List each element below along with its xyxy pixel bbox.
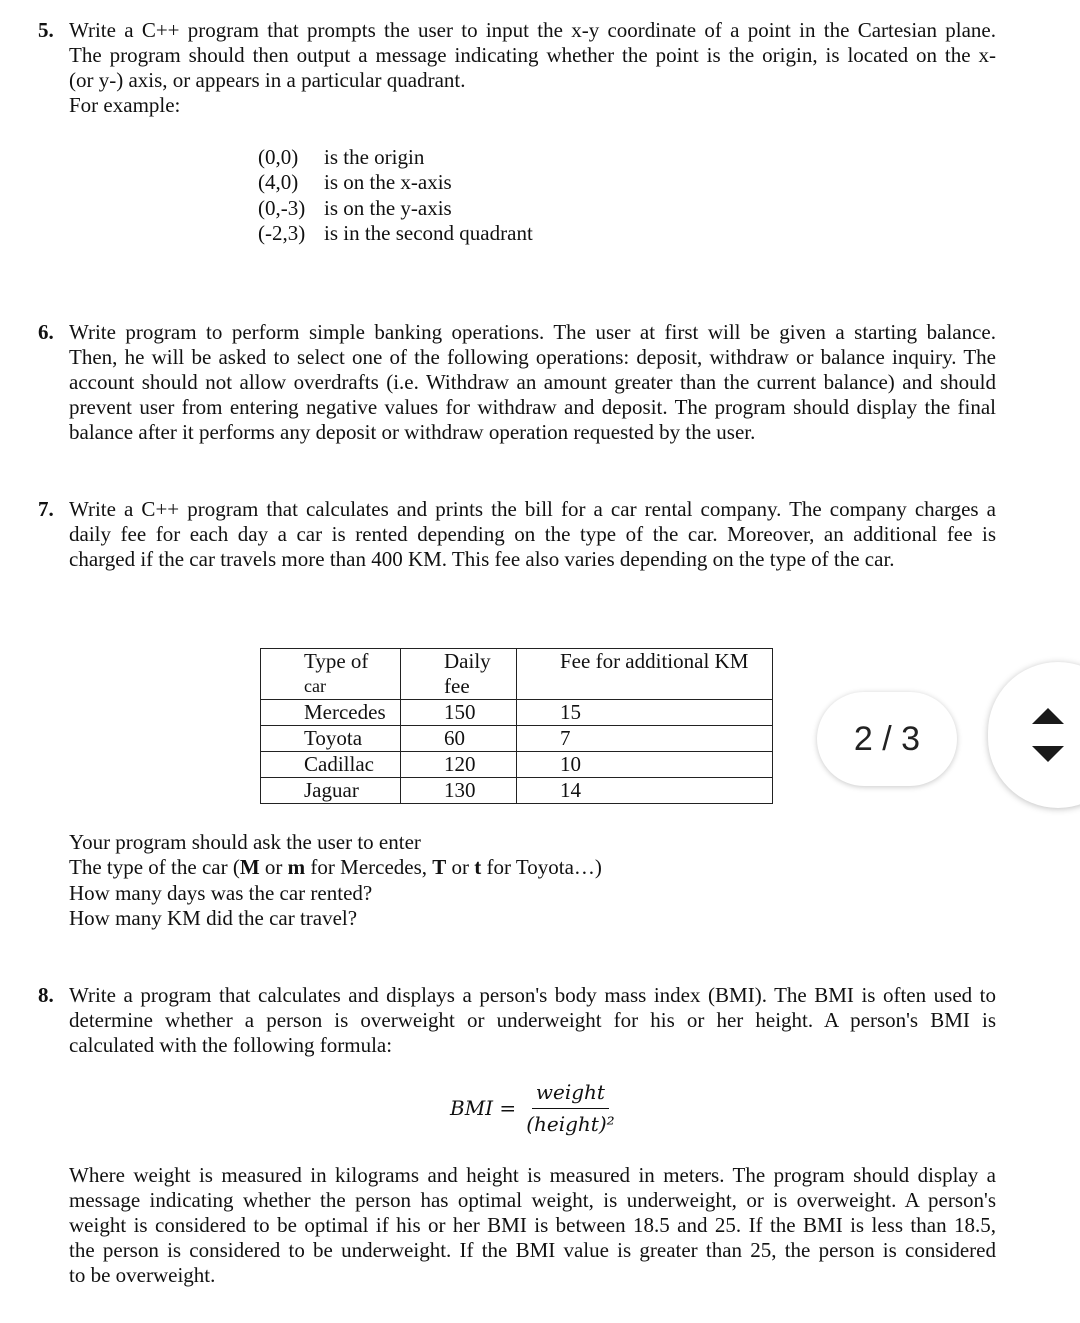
example-row — [258, 196, 533, 221]
table-cell: Cadillac — [261, 752, 401, 778]
text-line: to be overweight. — [69, 1263, 216, 1287]
text-line: daily fee for each day a car is rented depending on the type of the car. Moreover, an additional fee is — [69, 522, 996, 546]
example-row — [258, 170, 533, 195]
table-cell: Jaguar — [261, 778, 401, 804]
car-rental-table — [260, 648, 773, 804]
example-desc: is in the second quadrant — [324, 220, 533, 245]
example-point: (4,0) — [258, 170, 299, 195]
example-row — [258, 145, 533, 170]
question-number: 7. — [38, 497, 54, 521]
table-cell: 150 — [401, 700, 517, 726]
text-line: Then, he will be asked to select one of the following operations: deposit, withdraw or balance inquiry. The — [69, 345, 996, 369]
text-line: Write a C++ program that prompts the user to input the x-y coordinate of a point in the Cartesian plane. — [69, 18, 996, 42]
text-line: Where weight is measured in kilograms and height is measured in meters. The program should display a — [69, 1163, 996, 1187]
question-8-continued — [38, 1163, 996, 1288]
table-row — [261, 726, 773, 752]
text-line: prevent user from entering negative values for withdraw and deposit. The program should display the final — [69, 395, 996, 419]
question-7 — [38, 497, 996, 572]
table-cell: 14 — [517, 778, 773, 804]
example-desc: is on the x-axis — [324, 170, 452, 195]
text-line: Write program to perform simple banking operations. The user at first will be given a starting balance. — [69, 320, 996, 344]
formula-lhs: BMI = — [450, 1096, 517, 1120]
text-line: weight is considered to be optimal if his or her BMI is between 18.5 and 25. If the BMI is less than 18.5, — [69, 1213, 996, 1237]
example-point: (-2,3) — [258, 220, 306, 245]
table-row — [261, 778, 773, 804]
header-cell-fee: Fee for additional KM — [517, 649, 773, 700]
table-cell: 60 — [401, 726, 517, 752]
example-desc: is the origin — [324, 145, 425, 169]
question-text — [69, 1163, 996, 1288]
formula-fraction — [522, 1080, 618, 1137]
table-cell: Toyota — [261, 726, 401, 752]
example-row — [258, 221, 533, 246]
text-line: Your program should ask the user to enter — [69, 830, 421, 854]
text-line: (or y-) axis, or appears in a particular quadrant. — [69, 68, 466, 92]
page-indicator: 2 / 3 — [817, 692, 957, 786]
table-header-row — [261, 649, 773, 700]
text-line: Write a program that calculates and displays a person's body mass index (BMI). The BMI is often used to — [69, 983, 996, 1007]
example-desc: is on the y-axis — [324, 195, 452, 220]
text-line: balance after it performs any deposit or withdraw operation requested by the user. — [69, 420, 756, 444]
question-text — [69, 983, 996, 1058]
bmi-formula — [450, 1080, 619, 1137]
table-row — [261, 752, 773, 778]
text-line: calculated with the following formula: — [69, 1033, 393, 1057]
question-text — [69, 320, 996, 445]
arrow-down-icon[interactable] — [1032, 746, 1064, 762]
text-line: The program should then output a message indicating whether the point is the origin, is located on the x- — [69, 43, 996, 67]
question-5 — [38, 18, 996, 118]
text-line: How many KM did the car travel? — [69, 905, 358, 930]
text-line: How many days was the car rented? — [69, 880, 373, 905]
question-number: 8. — [38, 983, 54, 1007]
table-cell: 130 — [401, 778, 517, 804]
table-cell: 120 — [401, 752, 517, 778]
question-8 — [38, 983, 996, 1058]
arrow-up-icon[interactable] — [1032, 708, 1064, 724]
example-intro: For example: — [69, 93, 181, 117]
table-cell: Mercedes — [261, 700, 401, 726]
table-cell: 10 — [517, 752, 773, 778]
table-cell: 7 — [517, 726, 773, 752]
header-cell-type: Type of car — [261, 649, 401, 700]
text-line: charged if the car travels more than 400 KM. This fee also varies depending on the type of the car. — [69, 547, 895, 571]
example-list — [258, 145, 533, 246]
text-line: the person is considered to be underweight. If the BMI value is greater than 25, the person is considered — [69, 1238, 996, 1262]
table-cell: 15 — [517, 700, 773, 726]
text-line: determine whether a person is overweight or underweight for his or her height. A person's BMI is — [69, 1008, 996, 1032]
formula-numerator: weight — [532, 1080, 609, 1109]
header-cell-daily: Daily fee — [401, 649, 517, 700]
question-6 — [38, 320, 996, 445]
question-text — [69, 497, 996, 572]
text-line: account should not allow overdrafts (i.e. Withdraw an amount greater than the current balance) and should — [69, 370, 996, 394]
question-number: 6. — [38, 320, 54, 344]
example-point: (0,0) — [258, 145, 299, 169]
page-scroll-control[interactable] — [988, 662, 1080, 808]
text-line: Write a C++ program that calculates and prints the bill for a car rental company. The company charges a — [69, 497, 996, 521]
input-instructions — [69, 830, 602, 931]
example-point: (0,-3) — [258, 195, 306, 220]
text-line: message indicating whether the person has optimal weight, is underweight, or is overweight. A person's — [69, 1188, 996, 1212]
formula-denominator: (height)² — [526, 1112, 615, 1136]
question-number: 5. — [38, 18, 54, 42]
table-row — [261, 700, 773, 726]
text-line: The type of the car (M or m for Mercedes, T or t for Toyota…) — [69, 855, 602, 880]
question-text — [69, 18, 996, 118]
